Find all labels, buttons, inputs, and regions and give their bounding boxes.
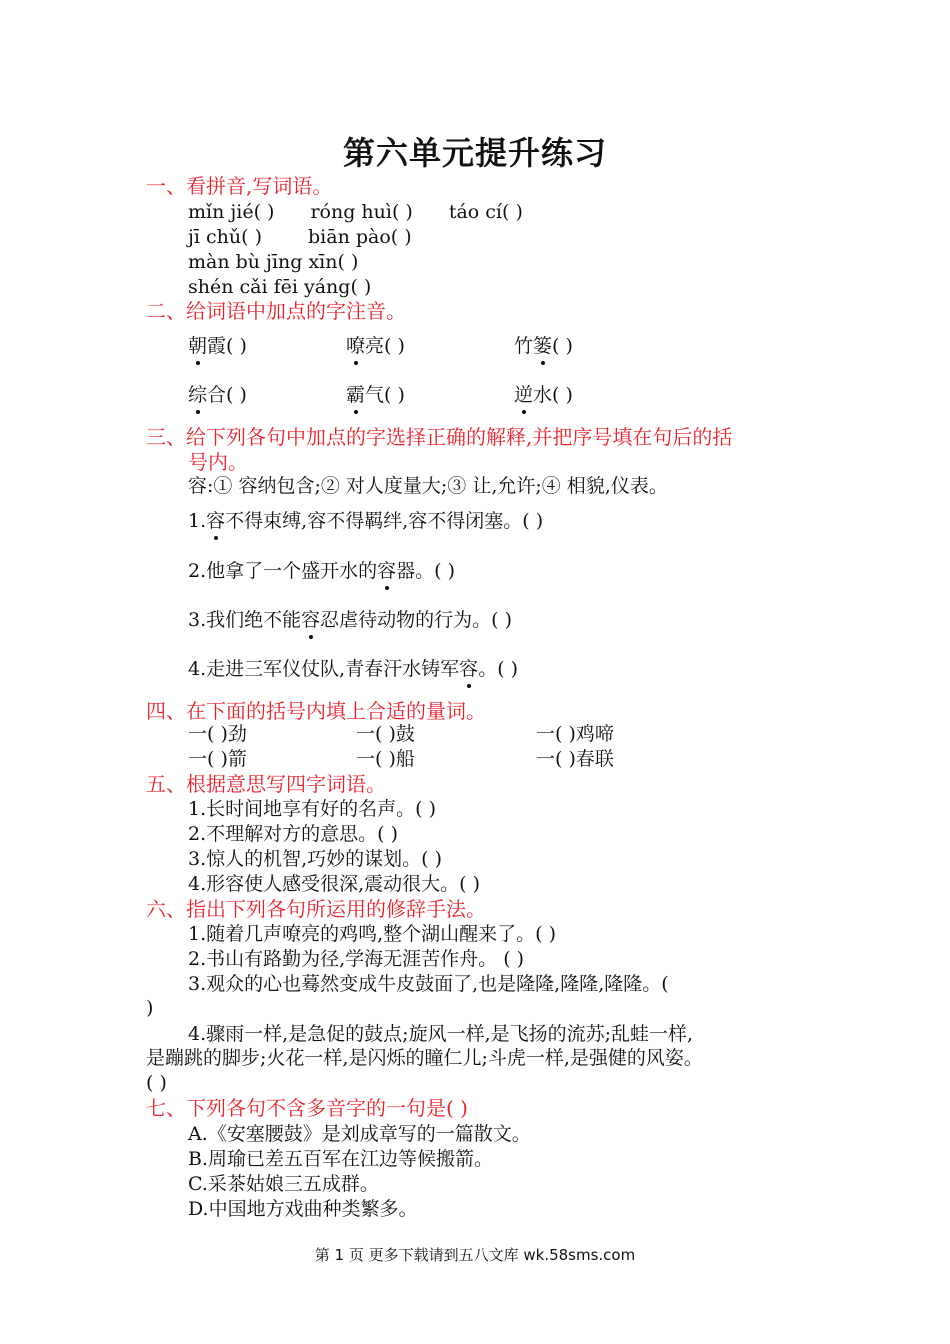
section-7-heading: 七、下列各句不含多音字的一句是( ) (146, 1096, 468, 1120)
dotted-char: 朝 (188, 335, 208, 357)
phonetic-item (188, 383, 247, 407)
phonetic-item (188, 334, 247, 358)
section-4-heading: 四、在下面的括号内填上合适的量词。 (146, 699, 486, 723)
pinyin-item: táo cí( ) (448, 201, 523, 223)
pinyin-row-2 (188, 225, 412, 249)
question-text: 2.他拿了一个盛开水的 (188, 560, 378, 582)
question-4 (188, 657, 518, 681)
idiom-question: 3.惊人的机智,巧妙的谋划。( ) (188, 848, 443, 870)
choice-option: A.《安塞腰鼓》是刘成章写的一篇散文。 (188, 1123, 531, 1145)
phonetic-item-rest: 亮( ) (365, 335, 405, 357)
pinyin-row-1 (188, 200, 523, 224)
choice-option: C.采茶姑娘三五成群。 (188, 1173, 379, 1195)
section-1-heading: 一、看拼音,写词语。 (146, 174, 333, 198)
pinyin-item: mǐn jié( ) (188, 201, 275, 223)
idiom-question: 4.形容使人感受很深,震动很大。( ) (188, 873, 481, 895)
measure-word-item: 一( )劲 (188, 723, 247, 745)
section-6-heading: 六、指出下列各句所运用的修辞手法。 (146, 897, 486, 921)
phonetic-item (346, 334, 405, 358)
rhetoric-question-1: 1.随着几声嘹亮的鸡鸣,整个湖山醒来了。( ) (188, 923, 557, 945)
question-text: 不得束缚,容不得羁绊,容不得闭塞。( ) (225, 510, 544, 532)
rhetoric-question-4-cont: 是蹦跳的脚步;火花一样,是闪烁的瞳仁儿;斗虎一样,是强健的风姿。 (146, 1047, 703, 1069)
rhetoric-question-4: 4.骤雨一样,是急促的鼓点;旋风一样,是飞扬的流苏;乱蛙一样, (188, 1023, 694, 1045)
idiom-question: 2.不理解对方的意思。( ) (188, 823, 398, 845)
dotted-char: 容 (377, 560, 397, 582)
definition-line: 容:① 容纳包含;② 对人度量大;③ 让,允许;④ 相貌,仪表。 (188, 475, 668, 497)
rhetoric-question-3-paren: ) (146, 997, 154, 1019)
question-text: 忍虐待动物的行为。( ) (320, 609, 513, 631)
section-3-heading-cont: 号内。 (188, 450, 248, 474)
phonetic-item-rest: 气( ) (365, 384, 405, 406)
section-3-heading: 三、给下列各句中加点的字选择正确的解释,并把序号填在句后的括 (146, 425, 733, 449)
pinyin-item: jī chǔ( ) (188, 226, 262, 248)
pinyin-item: róng huì( ) (310, 201, 413, 223)
question-1 (188, 509, 543, 533)
question-text: 器。( ) (396, 560, 456, 582)
pinyin-item: biān pào( ) (308, 226, 412, 248)
dotted-char: 容 (301, 609, 321, 631)
idiom-question: 1.长时间地享有好的名声。( ) (188, 798, 436, 820)
measure-word-item: 一( )鼓 (356, 723, 415, 745)
phonetic-item-rest: 合( ) (207, 384, 247, 406)
measure-word-item: 一( )船 (356, 748, 415, 770)
phonetic-item (514, 383, 573, 407)
question-2 (188, 559, 455, 583)
rhetoric-question-3: 3.观众的心也蓦然变成牛皮鼓面了,也是隆隆,隆隆,隆隆。( (188, 973, 669, 995)
dotted-char: 容 (206, 510, 226, 532)
measure-word-item: 一( )春联 (536, 748, 614, 770)
pinyin-row-4: shén cǎi fēi yáng( ) (188, 276, 372, 298)
measure-word-item: 一( )箭 (188, 748, 247, 770)
dotted-char: 逆 (514, 384, 534, 406)
dotted-char: 嘹 (346, 335, 366, 357)
phonetic-item-rest: 水( ) (533, 384, 573, 406)
question-3 (188, 608, 512, 632)
dotted-char: 综 (188, 384, 208, 406)
dotted-char: 霸 (346, 384, 366, 406)
page-footer: 第 1 页 更多下载请到五八文库 wk.58sms.com (314, 1246, 636, 1264)
choice-option: B.周瑜已差五百军在江边等候搬箭。 (188, 1148, 494, 1170)
rhetoric-question-2: 2.书山有路勤为径,学海无涯苦作舟。 ( ) (188, 948, 525, 970)
question-text: 3.我们绝不能 (188, 609, 302, 631)
section-5-heading: 五、根据意思写四字词语。 (146, 772, 386, 796)
phonetic-item-rest: ( ) (552, 335, 573, 357)
dotted-char: 篓 (533, 335, 553, 357)
question-text: 。( ) (478, 658, 519, 680)
rhetoric-question-4-paren: ( ) (146, 1072, 167, 1094)
question-text: 4.走进三军仪仗队,青春汗水铸军 (188, 658, 460, 680)
phonetic-item (514, 334, 573, 358)
measure-word-item: 一( )鸡啼 (536, 723, 614, 745)
phonetic-item-rest: 霞( ) (207, 335, 247, 357)
question-text: 1. (188, 510, 207, 532)
section-2-heading: 二、给词语中加点的字注音。 (146, 299, 406, 323)
choice-option: D.中国地方戏曲种类繁多。 (188, 1198, 418, 1220)
phonetic-item-pre: 竹 (514, 335, 534, 357)
phonetic-item (346, 383, 405, 407)
page-title: 第六单元提升练习 (342, 134, 607, 172)
pinyin-row-3: màn bù jīng xīn( ) (188, 251, 359, 273)
dotted-char: 容 (459, 658, 479, 680)
